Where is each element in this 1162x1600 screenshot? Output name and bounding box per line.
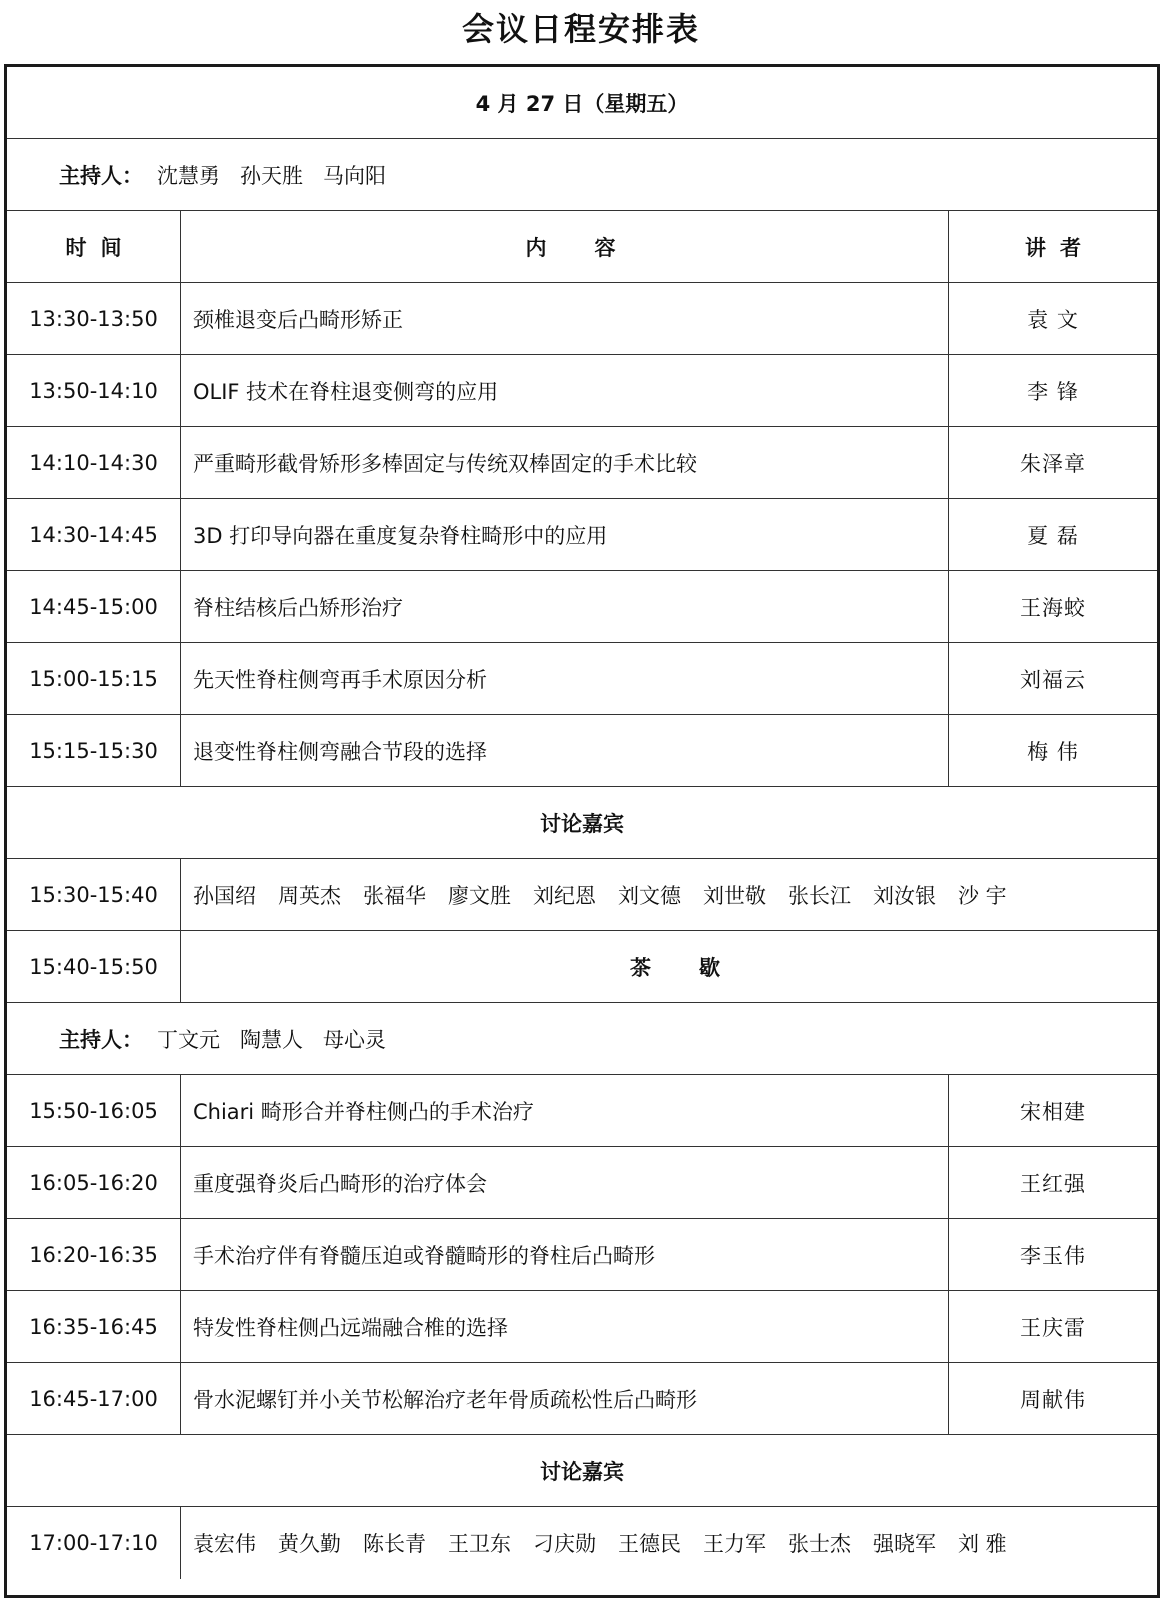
discussion-row — [7, 1507, 1157, 1579]
row-time: 15:15-15:30 — [7, 715, 181, 786]
table-row — [7, 427, 1157, 499]
break-time: 15:40-15:50 — [7, 931, 181, 1002]
host-name: 陶慧人 — [240, 1027, 303, 1052]
row-speaker: 王庆雷 — [948, 1291, 1157, 1362]
row-content: 颈椎退变后凸畸形矫正 — [193, 307, 403, 332]
guest-name: 廖文胜 — [448, 883, 511, 908]
discussion-row — [7, 859, 1157, 931]
host-label: 主持人： — [59, 1027, 143, 1052]
row-content: 骨水泥螺钉并小关节松解治疗老年骨质疏松性后凸畸形 — [193, 1387, 697, 1412]
header-row — [7, 211, 1157, 283]
host-name: 马向阳 — [323, 163, 386, 188]
row-speaker: 李玉伟 — [948, 1219, 1157, 1290]
guest-name: 张长江 — [788, 883, 851, 908]
guest-name: 王力军 — [703, 1532, 766, 1556]
document-title: 会议日程安排表 — [461, 10, 700, 48]
row-time: 13:30-13:50 — [7, 283, 181, 354]
guest-name: 刁庆勋 — [533, 1532, 596, 1556]
discussion-time: 17:00-17:10 — [7, 1507, 181, 1579]
row-time: 16:20-16:35 — [7, 1219, 181, 1290]
host-name: 孙天胜 — [240, 163, 303, 188]
guest-list — [193, 1528, 1007, 1558]
guest-name: 王德民 — [618, 1532, 681, 1556]
row-content: 重度强脊炎后凸畸形的治疗体会 — [193, 1171, 487, 1196]
discussion-title: 讨论嘉宾 — [540, 811, 624, 836]
discussion-header-row — [7, 1435, 1157, 1507]
guest-name: 袁宏伟 — [193, 1532, 256, 1556]
table-row — [7, 571, 1157, 643]
row-speaker: 王红强 — [948, 1147, 1157, 1218]
row-time: 16:35-16:45 — [7, 1291, 181, 1362]
table-row — [7, 1075, 1157, 1147]
row-time: 16:05-16:20 — [7, 1147, 181, 1218]
table-row — [7, 283, 1157, 355]
date-label: 4 月 27 日（星期五） — [475, 91, 689, 116]
schedule-table — [4, 64, 1160, 1598]
row-content: OLIF 技术在脊柱退变侧弯的应用 — [193, 379, 499, 404]
host-row — [7, 1003, 1157, 1075]
row-time: 14:45-15:00 — [7, 571, 181, 642]
guest-name: 张福华 — [363, 883, 426, 908]
break-label: 茶歇 — [630, 955, 768, 980]
table-row — [7, 1363, 1157, 1435]
row-speaker: 梅 伟 — [948, 715, 1157, 786]
guest-name: 刘文德 — [618, 883, 681, 908]
row-content: Chiari 畸形合并脊柱侧凸的手术治疗 — [193, 1099, 534, 1124]
guest-list — [193, 880, 1007, 910]
row-time: 15:00-15:15 — [7, 643, 181, 714]
header-content: 内容 — [525, 235, 664, 260]
host-label: 主持人： — [59, 163, 143, 188]
row-content: 特发性脊柱侧凸远端融合椎的选择 — [193, 1315, 508, 1340]
row-content: 脊柱结核后凸矫形治疗 — [193, 595, 403, 620]
guest-name: 沙 宇 — [958, 883, 1007, 908]
host-name: 丁文元 — [157, 1027, 220, 1052]
guest-name: 刘世敬 — [703, 883, 766, 908]
table-row — [7, 643, 1157, 715]
guest-name: 刘 雅 — [958, 1532, 1007, 1556]
row-time: 14:10-14:30 — [7, 427, 181, 498]
row-speaker: 袁 文 — [948, 283, 1157, 354]
table-row — [7, 715, 1157, 787]
row-speaker: 周献伟 — [948, 1363, 1157, 1434]
guest-name: 张士杰 — [788, 1532, 851, 1556]
discussion-header-row — [7, 787, 1157, 859]
date-row — [7, 67, 1157, 139]
discussion-time: 15:30-15:40 — [7, 859, 181, 930]
guest-name: 刘纪恩 — [533, 883, 596, 908]
break-row — [7, 931, 1157, 1003]
guest-name: 陈长青 — [363, 1532, 426, 1556]
row-content: 3D 打印导向器在重度复杂脊柱畸形中的应用 — [193, 523, 608, 548]
table-row — [7, 1291, 1157, 1363]
row-content: 退变性脊柱侧弯融合节段的选择 — [193, 739, 487, 764]
table-row — [7, 1219, 1157, 1291]
row-time: 16:45-17:00 — [7, 1363, 181, 1434]
row-content: 手术治疗伴有脊髓压迫或脊髓畸形的脊柱后凸畸形 — [193, 1243, 655, 1268]
header-time: 时间 — [65, 235, 136, 260]
table-row — [7, 499, 1157, 571]
host-row — [7, 139, 1157, 211]
discussion-title: 讨论嘉宾 — [540, 1459, 624, 1484]
guest-name: 王卫东 — [448, 1532, 511, 1556]
row-speaker: 夏 磊 — [948, 499, 1157, 570]
row-time: 13:50-14:10 — [7, 355, 181, 426]
row-speaker: 朱泽章 — [948, 427, 1157, 498]
guest-name: 周英杰 — [278, 883, 341, 908]
row-speaker: 刘福云 — [948, 643, 1157, 714]
table-row — [7, 355, 1157, 427]
host-name: 沈慧勇 — [157, 163, 220, 188]
guest-name: 孙国绍 — [193, 883, 256, 908]
row-time: 14:30-14:45 — [7, 499, 181, 570]
row-content: 严重畸形截骨矫形多棒固定与传统双棒固定的手术比较 — [193, 451, 697, 476]
row-speaker: 李 锋 — [948, 355, 1157, 426]
row-time: 15:50-16:05 — [7, 1075, 181, 1146]
row-speaker: 王海蛟 — [948, 571, 1157, 642]
row-content: 先天性脊柱侧弯再手术原因分析 — [193, 667, 487, 692]
row-speaker: 宋相建 — [948, 1075, 1157, 1146]
table-row — [7, 1147, 1157, 1219]
guest-name: 强晓军 — [873, 1532, 936, 1556]
guest-name: 刘汝银 — [873, 883, 936, 908]
header-speaker: 讲者 — [1025, 235, 1095, 260]
guest-name: 黄久勤 — [278, 1532, 341, 1556]
host-name: 母心灵 — [323, 1027, 386, 1052]
